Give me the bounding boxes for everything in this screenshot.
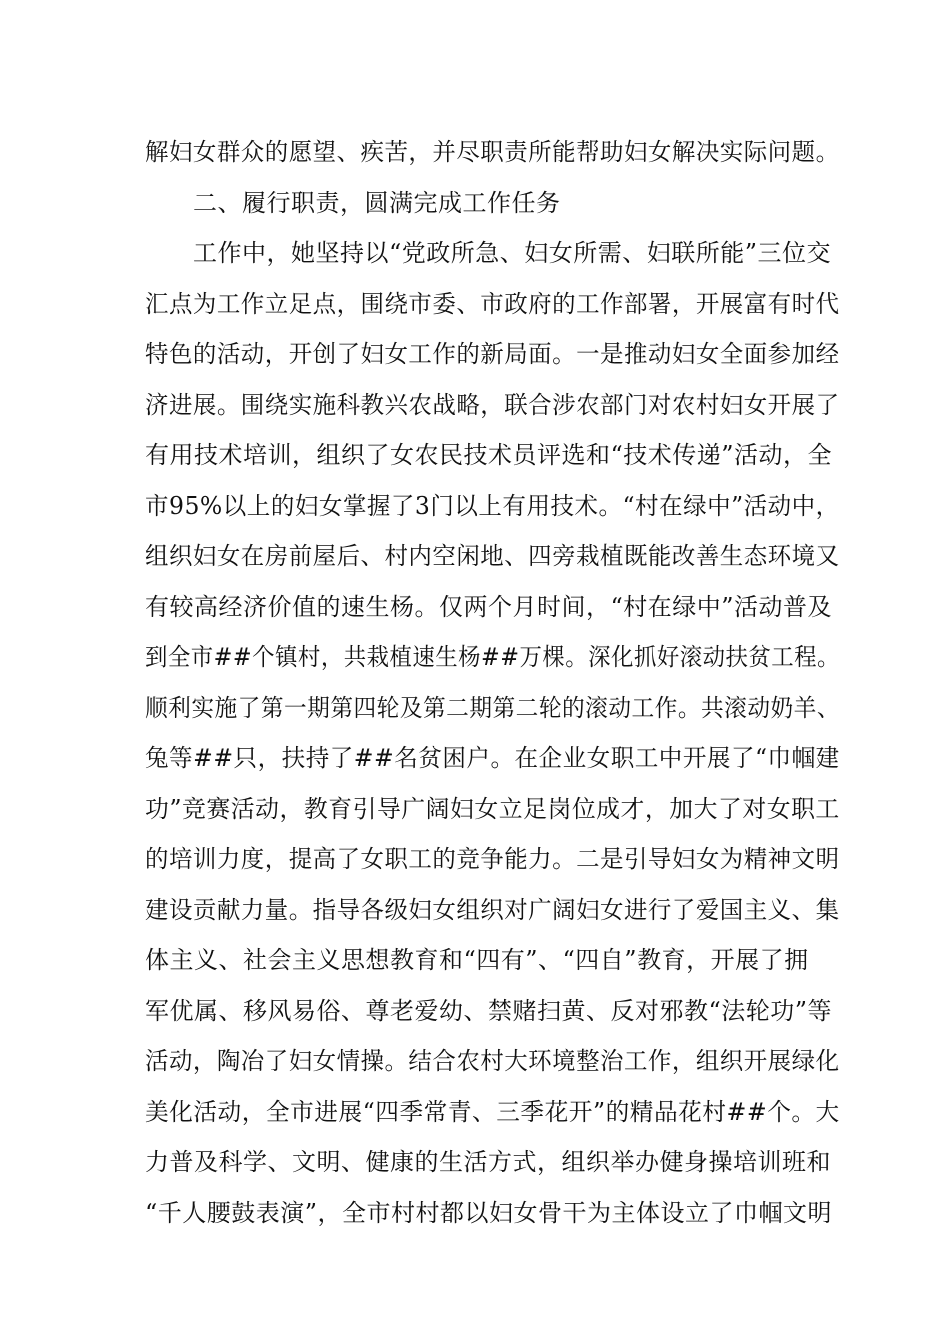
- body-line: 功”竞赛活动，教育引导广阔妇女立足岗位成才，加大了对女职工: [145, 795, 840, 823]
- body-line: 的培训力度，提高了女职工的竞争能力。二是引导妇女为精神文明: [145, 845, 840, 873]
- body-line: 济进展。围绕实施科教兴农战略，联合涉农部门对农村妇女开展了: [145, 391, 840, 419]
- body-line: 美化活动，全市进展“四季常青、三季花开”的精品花村##个。大: [145, 1098, 840, 1126]
- body-line: 到全市##个镇村，共栽植速生杨##万棵。深化抓好滚动扶贫工程。: [145, 643, 840, 671]
- body-line: 力普及科学、文明、健康的生活方式，组织举办健身操培训班和: [145, 1148, 831, 1176]
- body-line: 有用技术培训，组织了女农民技术员评选和“技术传递”活动，全: [145, 441, 833, 469]
- body-line: 顺利实施了第一期第四轮及第二期第二轮的滚动工作。共滚动奶羊、: [145, 694, 841, 722]
- body-line: 兔等##只，扶持了##名贫困户。在企业女职工中开展了“巾帼建: [145, 744, 840, 772]
- section-heading: 二、履行职责，圆满完成工作任务: [193, 189, 561, 217]
- body-line: 体主义、社会主义思想教育和“四有”、“四自”教育，开展了拥: [145, 946, 809, 974]
- body-line: 活动，陶冶了妇女情操。结合农村大环境整治工作，组织开展绿化: [145, 1047, 840, 1075]
- body-line: 汇点为工作立足点，围绕市委、市政府的工作部署，开展富有时代: [145, 290, 840, 318]
- body-line: 工作中，她坚持以“党政所急、妇女所需、妇联所能”三位交: [193, 239, 832, 267]
- body-line: 解妇女群众的愿望、疾苦，并尽职责所能帮助妇女解决实际问题。: [145, 138, 840, 166]
- body-line: “千人腰鼓表演”，全市村村都以妇女骨干为主体设立了巾帼文明: [145, 1199, 833, 1227]
- body-line: 组织妇女在房前屋后、村内空闲地、四旁栽植既能改善生态环境又: [145, 542, 840, 570]
- body-line: 建设贡献力量。指导各级妇女组织对广阔妇女进行了爱国主义、集: [145, 896, 840, 924]
- body-line: 有较高经济价值的速生杨。仅两个月时间，“村在绿中”活动普及: [145, 593, 833, 621]
- body-line: 特色的活动，开创了妇女工作的新局面。一是推动妇女全面参加经: [145, 340, 840, 368]
- body-line: 市95%以上的妇女掌握了3门以上有用技术。“村在绿中”活动中，: [145, 492, 840, 520]
- body-line: 军优属、移风易俗、尊老爱幼、禁赌扫黄、反对邪教“法轮功”等: [145, 997, 833, 1025]
